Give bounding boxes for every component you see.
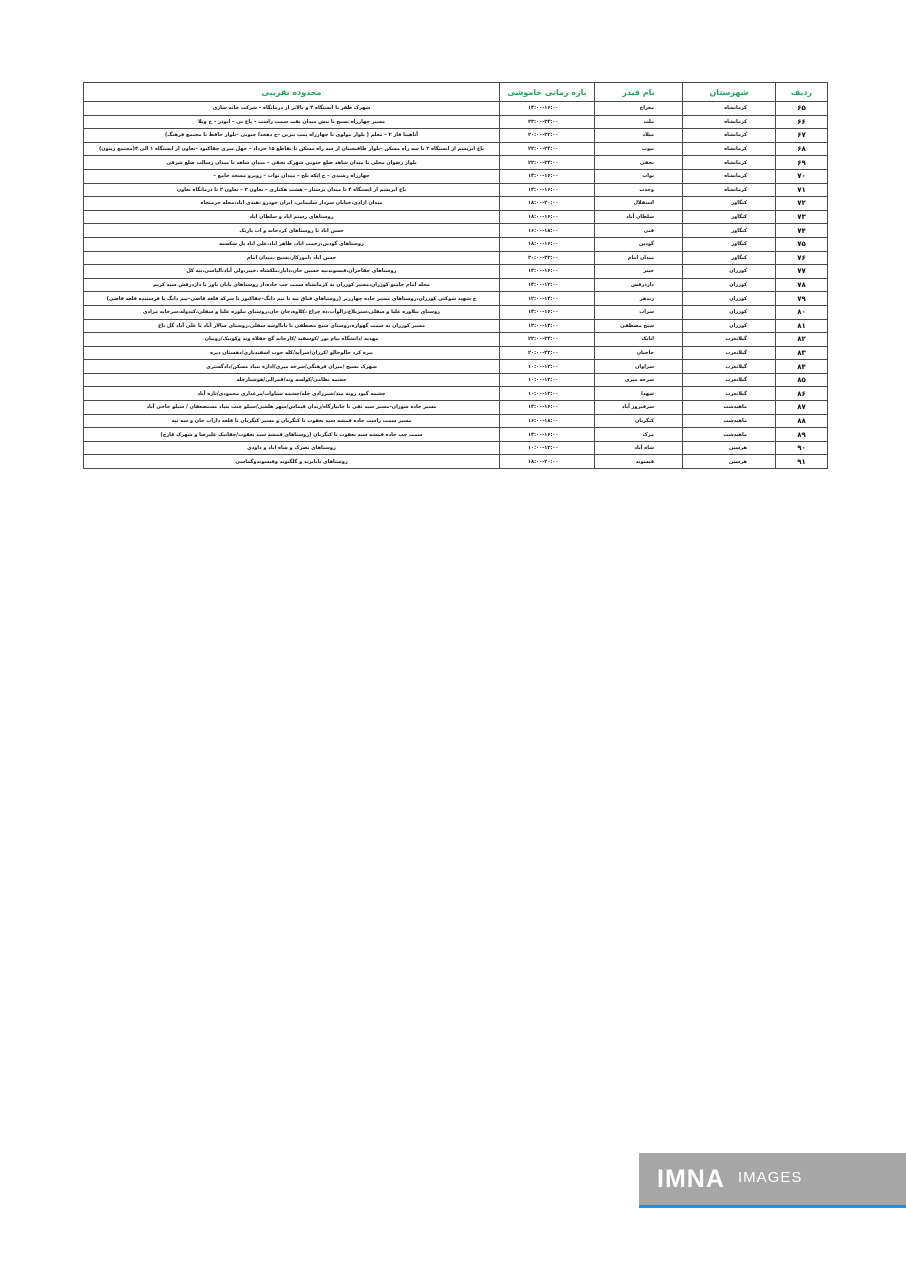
table-row xyxy=(84,292,828,306)
cell-city: ماهیدشت xyxy=(683,414,776,428)
cell-area: باغ ابریشم از ایستگاه ۲ تا سه راه مسکن –بلوار طاقبستان از سه راه مسکن تا تقاطع ۱۵ خرداد – چهل متری چقاکبود –تعاون از ایستگاه ۱ الی ۴(مجتمع زیتون) xyxy=(84,142,500,156)
cell-row-number: ۶۵ xyxy=(776,102,828,116)
header-row xyxy=(84,83,828,102)
table-row xyxy=(84,333,828,347)
cell-time: ۱۶:۰۰-۱۸:۰۰ xyxy=(500,414,595,428)
cell-city: هرسین xyxy=(683,441,776,455)
watermark-badge xyxy=(639,1153,906,1208)
cell-area: شهرک ظفر تا ایستگاه ۴ و بالاتر از درمانگاه – شرکت خانه سازی xyxy=(84,102,500,116)
cell-area: روستاهای نصرک و شاه اباد و داودی xyxy=(84,441,500,455)
cell-city: کرمانشاه xyxy=(683,115,776,129)
cell-area: چشمه گبود روته مند/شیرزادی چله/چشمه ستاوات/مرغداری محمودی/تازه آباد xyxy=(84,387,500,401)
cell-feeder: استقلال xyxy=(595,197,683,211)
cell-feeder: قیسوند xyxy=(595,455,683,469)
table-row xyxy=(84,169,828,183)
table-row xyxy=(84,115,828,129)
cell-row-number: ۸۴ xyxy=(776,360,828,374)
cell-city: کنگاور xyxy=(683,251,776,265)
table-row xyxy=(84,102,828,116)
cell-area: مسیر کوزران به سمت گهواره،روستای شیخ مصطفی تا بابااوسه سفلی،روستای سالار آباد تا علی آباد گل باغ xyxy=(84,319,500,333)
table-row xyxy=(84,183,828,197)
cell-city: کرمانشاه xyxy=(683,169,776,183)
cell-area: روستاهای بابایزید و گلگنوند وقیسوندوگماسی xyxy=(84,455,500,469)
watermark-logo: IMNA xyxy=(657,1165,725,1193)
cell-time: ۱۴:۰۰-۱۶:۰۰ xyxy=(500,102,595,116)
table-row xyxy=(84,428,828,442)
table-row xyxy=(84,224,828,238)
cell-feeder: گودین xyxy=(595,237,683,251)
cell-area: حسن اباد تا روستاهای کردخانه و اب باریک xyxy=(84,224,500,238)
cell-city: کنگاور xyxy=(683,197,776,211)
cell-feeder: داردرقش xyxy=(595,278,683,292)
table-row xyxy=(84,265,828,279)
header-city: شهرستان xyxy=(683,83,776,102)
cell-feeder: کنگربان xyxy=(595,414,683,428)
cell-feeder: حاجیان xyxy=(595,346,683,360)
table-row xyxy=(84,156,828,170)
cell-row-number: ۹۱ xyxy=(776,455,828,469)
cell-area: روستای نیلاوره علیا و سفلی،سبزبلاغ،زالوآب،ده چراغ ،کلاوه،جان جان،روستای نیلوره علیا و سفلی،کندوله،سرخانه مرادی xyxy=(84,305,500,319)
cell-city: کرمانشاه xyxy=(683,129,776,143)
cell-time: ۲۲:۰۰-۲۴:۰۰ xyxy=(500,333,595,347)
cell-row-number: ۷۹ xyxy=(776,292,828,306)
cell-row-number: ۷۶ xyxy=(776,251,828,265)
cell-time: ۱۴:۰۰-۱۶:۰۰ xyxy=(500,183,595,197)
cell-row-number: ۸۷ xyxy=(776,401,828,415)
cell-area: مسیر سمت راست جاده قمشه سید یعقوب تا کنگربان و مسیر کنگربان تا قلعه داراب خان و سه تپه xyxy=(84,414,500,428)
cell-feeder: قنی xyxy=(595,224,683,238)
cell-time: ۱۲:۰۰-۱۴:۰۰ xyxy=(500,292,595,306)
cell-area: میدان ازادی،خیابان سردار سلیمانی، ایران خودرو ،هندی اباد،محله خرمنجاه xyxy=(84,197,500,211)
cell-time: ۱۴:۰۰-۱۶:۰۰ xyxy=(500,305,595,319)
cell-row-number: ۶۸ xyxy=(776,142,828,156)
cell-time: ۱۰:۰۰-۱۲:۰۰ xyxy=(500,441,595,455)
header-row-number: ردیف xyxy=(776,83,828,102)
cell-time: ۱۴:۰۰-۱۶:۰۰ xyxy=(500,169,595,183)
cell-time: ۱۰:۰۰-۱۲:۰۰ xyxy=(500,360,595,374)
cell-city: کوزران xyxy=(683,292,776,306)
cell-time: ۲۲:۰۰-۲۴:۰۰ xyxy=(500,156,595,170)
cell-city: کرمانشاه xyxy=(683,183,776,197)
header-area: محدوده تقریبی xyxy=(84,83,500,102)
cell-area: چشمه نظامی/کولسه وند/قمرالی/هوشیارچله xyxy=(84,373,500,387)
cell-time: ۲۲:۰۰-۲۴:۰۰ xyxy=(500,142,595,156)
cell-city: گیلانغرب xyxy=(683,346,776,360)
table-row xyxy=(84,455,828,469)
cell-feeder: اتابک xyxy=(595,333,683,347)
header-time: بازه زمانی خاموشی xyxy=(500,83,595,102)
cell-area: سمت چپ جاده قمشه سید یعقوب تا کنگربان (روستاهای قمشه سید یعقوب/چقانیک علیرضا و شهرک فارج) xyxy=(84,428,500,442)
cell-area: مسیر جاده شوران–مسیر سید نقی تا جانبازگاه/زندان قیماس/شهر هلشی/سیلو جنب بنیاد مستضعفان / سیلو حاجی آباد xyxy=(84,401,500,415)
cell-row-number: ۶۹ xyxy=(776,156,828,170)
cell-area: حسن اباد ،اموزکار،بسیج ،میدان امام xyxy=(84,251,500,265)
cell-city: گیلانغرب xyxy=(683,333,776,347)
header-feeder: نام فیدر xyxy=(595,83,683,102)
table-row xyxy=(84,210,828,224)
cell-row-number: ۷۷ xyxy=(776,265,828,279)
table-row xyxy=(84,414,828,428)
cell-feeder: سرخه میری xyxy=(595,373,683,387)
cell-city: کرمانشاه xyxy=(683,102,776,116)
cell-time: ۲۲:۰۰-۲۴:۰۰ xyxy=(500,115,595,129)
table-row xyxy=(84,129,828,143)
cell-row-number: ۷۳ xyxy=(776,210,828,224)
cell-feeder: میدان امام xyxy=(595,251,683,265)
cell-row-number: ۸۵ xyxy=(776,373,828,387)
cell-city: کوزران xyxy=(683,278,776,292)
cell-feeder: زندهر xyxy=(595,292,683,306)
cell-row-number: ۸۱ xyxy=(776,319,828,333)
cell-feeder: سلطان آباد xyxy=(595,210,683,224)
cell-area: مهدیه /دانشگاه پیام نور /کوسفید /کارخانه گچ چقلاه وند وکونیک/روبیان xyxy=(84,333,500,347)
cell-row-number: ۷۰ xyxy=(776,169,828,183)
cell-feeder: سراوان xyxy=(595,360,683,374)
cell-area: باغ ابریشم از ایستگاه ۴ تا میدان پرستار – هشت هکتاری – تعاون ۳ – تعاون ۲ تا درمانگاه تعاون xyxy=(84,183,500,197)
cell-city: هرسین xyxy=(683,455,776,469)
cell-city: کرمانشاه xyxy=(683,156,776,170)
cell-feeder: شیخ مصطفی xyxy=(595,319,683,333)
cell-feeder: شاه آباد xyxy=(595,441,683,455)
cell-feeder: وحدت xyxy=(595,183,683,197)
cell-row-number: ۷۴ xyxy=(776,224,828,238)
cell-city: کنگاور xyxy=(683,224,776,238)
table-row xyxy=(84,305,828,319)
cell-row-number: ۸۶ xyxy=(776,387,828,401)
cell-feeder: ملت xyxy=(595,115,683,129)
cell-city: کوزران xyxy=(683,265,776,279)
cell-row-number: ۶۶ xyxy=(776,115,828,129)
cell-time: ۱۰:۰۰-۱۲:۰۰ xyxy=(500,387,595,401)
cell-time: ۱۴:۰۰-۱۶:۰۰ xyxy=(500,401,595,415)
table-row xyxy=(84,441,828,455)
table-body xyxy=(84,102,828,469)
cell-city: کنگاور xyxy=(683,237,776,251)
table-row xyxy=(84,278,828,292)
cell-time: ۲۰:۰۰-۲۲:۰۰ xyxy=(500,346,595,360)
cell-feeder: سرفیروز آباد xyxy=(595,401,683,415)
cell-area: روستاهای گودین،رحمت اباد، ظاهر اباد،علی اباد پل شکسته xyxy=(84,237,500,251)
cell-feeder: میلاد xyxy=(595,129,683,143)
cell-row-number: ۷۸ xyxy=(776,278,828,292)
cell-row-number: ۷۱ xyxy=(776,183,828,197)
cell-time: ۱۴:۰۰-۱۶:۰۰ xyxy=(500,265,595,279)
table-row xyxy=(84,360,828,374)
cell-time: ۱۶:۰۰-۱۸:۰۰ xyxy=(500,224,595,238)
cell-row-number: ۸۰ xyxy=(776,305,828,319)
cell-time: ۱۸:۰۰-۱۶:۰۰ xyxy=(500,210,595,224)
cell-feeder: شهدا xyxy=(595,387,683,401)
cell-time: ۱۸:۰۰-۲۰:۰۰ xyxy=(500,455,595,469)
cell-city: گیلانغرب xyxy=(683,360,776,374)
cell-time: ۲۰:۰۰-۲۲:۰۰ xyxy=(500,129,595,143)
cell-row-number: ۸۹ xyxy=(776,428,828,442)
watermark-label: IMAGES xyxy=(738,1169,803,1186)
cell-city: کوزران xyxy=(683,319,776,333)
cell-row-number: ۸۲ xyxy=(776,333,828,347)
cell-area: محله امام خامنو کوزران،مسیر کوزران به کرمانشاه سمت چپ جاده،از روستاهای بابان باور تا داردرقش سید کریم xyxy=(84,278,500,292)
cell-area: آتاهیتا فاز ۲ – معلم ( بلوار مولوی تا چهارراه پمپ بنزین –خ دهخدا جنوبی –بلوار حافظ تا مجتمع فرهنگ) xyxy=(84,129,500,143)
cell-city: کرمانشاه xyxy=(683,142,776,156)
cell-time: ۱۴:۰۰-۱۲:۰۰ xyxy=(500,278,595,292)
cell-time: ۱۸:۰۰-۱۶:۰۰ xyxy=(500,237,595,251)
cell-row-number: ۷۲ xyxy=(776,197,828,211)
cell-feeder: نیوت xyxy=(595,142,683,156)
cell-city: ماهیدشت xyxy=(683,401,776,415)
cell-city: گیلانغرب xyxy=(683,373,776,387)
cell-time: ۱۸:۰۰-۲۰:۰۰ xyxy=(500,197,595,211)
cell-area: بلوار رضوان محلی تا میدان شاهد ضلع جنوبی شهرک نجفی – میدان شاهد تا میدان رسالت ضلع شرقی xyxy=(84,156,500,170)
table-row xyxy=(84,373,828,387)
cell-time: ۱۴:۰۰-۱۶:۰۰ xyxy=(500,428,595,442)
cell-city: گیلانغرب xyxy=(683,387,776,401)
cell-feeder: سراب xyxy=(595,305,683,319)
cell-row-number: ۹۰ xyxy=(776,441,828,455)
table-row xyxy=(84,142,828,156)
cell-feeder: خیبر xyxy=(595,265,683,279)
cell-area: چهارراه رشیدی – خ اتکه تلخ – میدان نواب – روبرو مسجد جامع – xyxy=(84,169,500,183)
table-row xyxy=(84,401,828,415)
table-row xyxy=(84,197,828,211)
cell-time: ۲۰:۰۰-۲۲:۰۰ xyxy=(500,251,595,265)
cell-area: مسیر چهارراه بسیج تا نبش میدان نفت سمت راست – باغ نی – ابوذر – خ ویلا xyxy=(84,115,500,129)
cell-area: روستاهای چقاخزان،قیسوندنیه حسین خان،دابار،ملکشاه ،خیبر،ولی آباد،الیاسی،نیه کل xyxy=(84,265,500,279)
cell-row-number: ۶۷ xyxy=(776,129,828,143)
table-row xyxy=(84,387,828,401)
cell-row-number: ۷۵ xyxy=(776,237,828,251)
table-row xyxy=(84,251,828,265)
cell-feeder: معراج xyxy=(595,102,683,116)
watermark-accent-strip xyxy=(639,1205,906,1208)
table-row xyxy=(84,237,828,251)
cell-area: شهرک بسیج /میران فرهنگی/سرخه میری/اداره بنیاد مسکن/دادگستری xyxy=(84,360,500,374)
cell-feeder: مرک xyxy=(595,428,683,442)
cell-row-number: ۸۸ xyxy=(776,414,828,428)
cell-feeder: نواب xyxy=(595,169,683,183)
table-row xyxy=(84,346,828,360)
table-row xyxy=(84,319,828,333)
cell-time: ۱۰:۰۰-۱۲:۰۰ xyxy=(500,373,595,387)
cell-feeder: نجفی xyxy=(595,156,683,170)
outage-schedule-table xyxy=(83,82,828,469)
cell-area: خ شهید شوکتی کوزران،روستاهای مسیر جاده چهارزبر (روستاهای قباق تپه تا نیم دانگ–چقاکبوز تا سرکه قلعه قاضی–نیم دانگ تا فرستنده قلعه قاضی) xyxy=(84,292,500,306)
cell-area: بیره کرد خالوخالو /کرزان/سرآبه/کله جوب اسفندیاری/دهستان دیره xyxy=(84,346,500,360)
cell-city: ماهیدشت xyxy=(683,428,776,442)
cell-area: روستاهای رستم اباد و سلطان اباد xyxy=(84,210,500,224)
cell-city: کنگاور xyxy=(683,210,776,224)
cell-row-number: ۸۳ xyxy=(776,346,828,360)
cell-time: ۱۲:۰۰-۱۴:۰۰ xyxy=(500,319,595,333)
cell-city: کوزران xyxy=(683,305,776,319)
